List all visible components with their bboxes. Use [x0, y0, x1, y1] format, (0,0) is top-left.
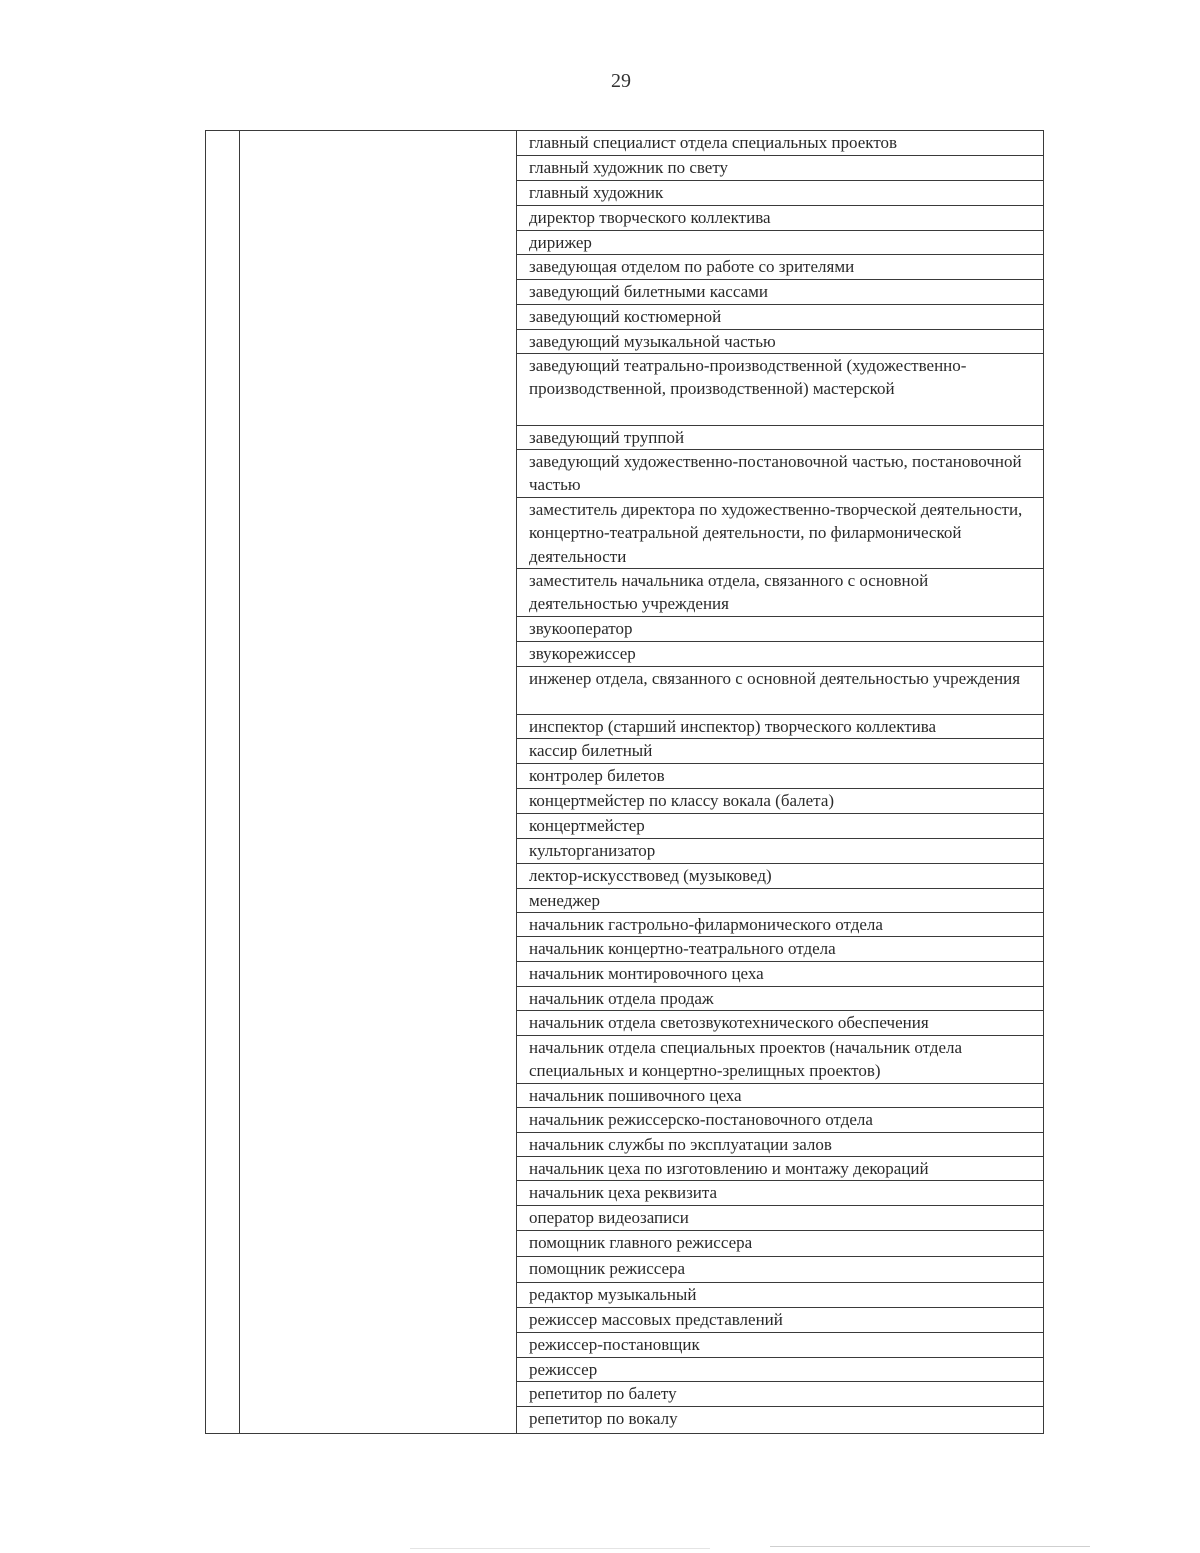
position-cell: звукорежиссер — [517, 642, 1044, 667]
position-cell: режиссер — [517, 1358, 1044, 1382]
number-column-cell — [206, 131, 240, 1434]
table-row — [206, 131, 1044, 156]
position-cell: концертмейстер по классу вокала (балета) — [517, 788, 1044, 813]
position-cell: контролер билетов — [517, 763, 1044, 788]
position-cell: менеджер — [517, 888, 1044, 912]
scan-artifact-line — [410, 1548, 710, 1549]
position-cell: начальник цеха по изготовлению и монтажу декораций — [517, 1156, 1044, 1180]
positions-table-body — [206, 131, 1044, 1434]
position-cell: начальник отдела светозвукотехнического обеспечения — [517, 1010, 1044, 1035]
position-cell: начальник службы по эксплуатации залов — [517, 1132, 1044, 1156]
position-cell: репетитор по балету — [517, 1382, 1044, 1406]
position-cell: заместитель директора по художественно-творческой деятельности, концертно-театральной деятельности, по филармонической деятельности — [517, 498, 1044, 569]
position-cell: начальник концертно-театрального отдела — [517, 937, 1044, 961]
position-cell: лектор-искусствовед (музыковед) — [517, 863, 1044, 888]
position-cell: инженер отдела, связанного с основной деятельностью учреждения — [517, 667, 1044, 715]
position-cell: заведующий труппой — [517, 425, 1044, 449]
position-cell: режиссер массовых представлений — [517, 1308, 1044, 1333]
position-cell: помощник режиссера — [517, 1257, 1044, 1283]
position-cell: заместитель начальника отдела, связанного с основной деятельностью учреждения — [517, 569, 1044, 617]
position-cell: заведующий театрально-производственной (художественно-производственной, производственной) мастерской — [517, 353, 1044, 425]
position-cell: кассир билетный — [517, 739, 1044, 763]
position-cell: помощник главного режиссера — [517, 1231, 1044, 1257]
position-cell: главный художник по свету — [517, 156, 1044, 181]
position-cell: начальник пошивочного цеха — [517, 1083, 1044, 1107]
position-cell: начальник режиссерско-постановочного отдела — [517, 1108, 1044, 1132]
position-cell: начальник гастрольно-филармонического отдела — [517, 913, 1044, 937]
group-column-cell — [240, 131, 517, 1434]
position-cell: концертмейстер — [517, 813, 1044, 838]
position-cell: заведующая отделом по работе со зрителями — [517, 255, 1044, 279]
position-cell: звукооператор — [517, 617, 1044, 642]
position-cell: оператор видеозаписи — [517, 1206, 1044, 1231]
position-cell: заведующий музыкальной частью — [517, 329, 1044, 353]
position-cell: директор творческого коллектива — [517, 206, 1044, 231]
position-cell: режиссер-постановщик — [517, 1333, 1044, 1358]
position-cell: главный художник — [517, 181, 1044, 206]
position-cell: начальник монтировочного цеха — [517, 961, 1044, 986]
position-cell: культорганизатор — [517, 838, 1044, 863]
position-cell: начальник отдела продаж — [517, 986, 1044, 1010]
position-cell: редактор музыкальный — [517, 1283, 1044, 1308]
position-cell: дирижер — [517, 231, 1044, 255]
position-cell: главный специалист отдела специальных проектов — [517, 131, 1044, 156]
page-number: 29 — [611, 70, 631, 92]
position-cell: заведующий костюмерной — [517, 304, 1044, 329]
position-cell: начальник отдела специальных проектов (начальник отдела специальных и концертно-зрелищных проектов) — [517, 1035, 1044, 1083]
position-cell: заведующий художественно-постановочной частью, постановочной частью — [517, 450, 1044, 498]
position-cell: инспектор (старший инспектор) творческого коллектива — [517, 715, 1044, 739]
positions-table — [205, 130, 1044, 1434]
scan-artifact-line — [770, 1546, 1090, 1547]
position-cell: репетитор по вокалу — [517, 1406, 1044, 1433]
position-cell: заведующий билетными кассами — [517, 279, 1044, 304]
position-cell: начальник цеха реквизита — [517, 1181, 1044, 1206]
